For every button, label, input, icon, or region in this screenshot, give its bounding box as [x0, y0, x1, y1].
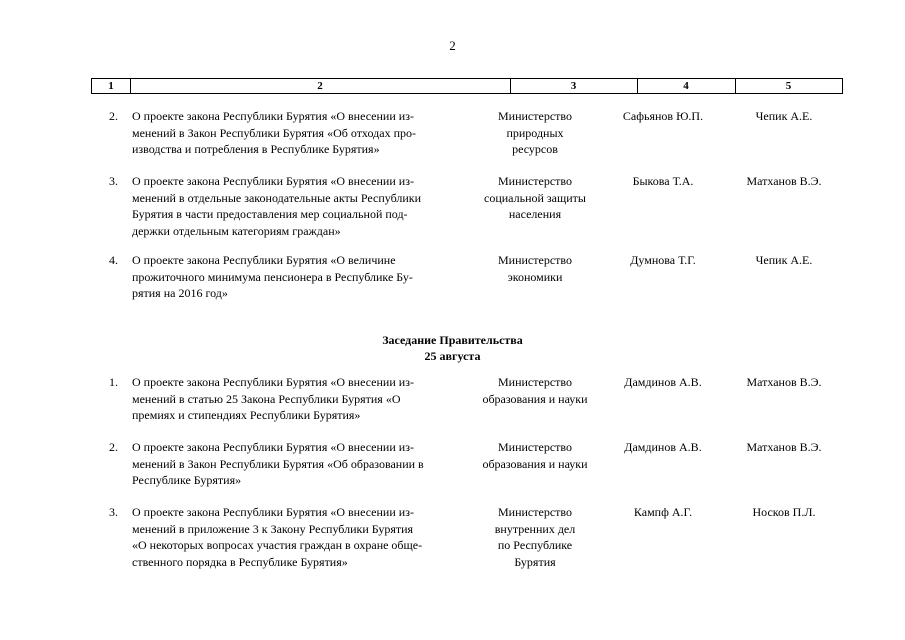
description-line: О проекте закона Республики Бурятия «О внесении из-	[132, 440, 414, 454]
department-line: ресурсов	[512, 142, 558, 156]
description-line: менений в приложение 3 к Закону Республики Бурятия	[132, 521, 414, 536]
row-department	[472, 504, 598, 570]
row-description	[132, 173, 460, 239]
description-line: Республике Бурятия»	[132, 473, 242, 487]
description-line: менений в Закон Республики Бурятия «Об образовании в	[132, 456, 424, 471]
row-description	[132, 108, 460, 158]
description-line: ственного порядка в Республике Бурятия»	[132, 554, 348, 569]
row-responsible: Дамдинов А.В.	[624, 440, 702, 454]
department-line: Министерство	[498, 440, 572, 454]
section-title: Заседание Правительства	[382, 333, 523, 347]
description-line: прожиточного минимума пенсионера в Республике Бу-	[132, 269, 413, 284]
description-line: менений в статью 25 Закона Республики Бурятия «О	[132, 391, 401, 406]
row-description	[132, 374, 460, 424]
row-description	[132, 504, 460, 570]
description-line: О проекте закона Республики Бурятия «О величине	[132, 253, 396, 267]
header-col-1: 1	[108, 80, 114, 92]
department-line: образования и науки	[482, 391, 588, 406]
section-date: 25 августа	[424, 349, 481, 363]
description-line: Бурятия в части предоставления мер социальной под-	[132, 207, 408, 221]
description-line: «О некоторых вопросах участия граждан в охране обще-	[132, 538, 423, 552]
row-description	[132, 439, 460, 489]
header-col-5: 5	[785, 80, 792, 92]
header-col-4: 4	[683, 80, 689, 92]
department-line: Министерство	[498, 174, 572, 188]
row-number: 3.	[109, 174, 118, 188]
department-line: Министерство	[498, 253, 572, 267]
row-curator: Матханов В.Э.	[746, 375, 822, 389]
description-line: премиях и стипендиях Республики Бурятия»	[132, 408, 361, 422]
row-department	[472, 108, 598, 158]
department-line: Министерство	[498, 109, 572, 123]
description-line: изводства и потребления в Республике Бурятия»	[132, 142, 380, 156]
row-responsible: Дамдинов А.В.	[624, 375, 702, 389]
row-curator: Носков П.Л.	[752, 505, 816, 519]
department-line: внутренних дел	[494, 521, 576, 536]
row-responsible: Думнова Т.Г.	[630, 253, 696, 267]
department-line: Министерство	[498, 505, 572, 519]
description-line: О проекте закона Республики Бурятия «О внесении из-	[132, 174, 414, 188]
department-line: Министерство	[498, 375, 572, 389]
department-line: образования и науки	[482, 456, 588, 471]
section-heading	[0, 332, 905, 364]
row-number: 2.	[109, 440, 118, 454]
department-line: социальной защиты	[484, 190, 586, 205]
department-line: населения	[508, 207, 562, 221]
row-curator: Матханов В.Э.	[746, 440, 822, 454]
table-header	[91, 78, 843, 94]
description-line: держки отдельным категориям граждан»	[132, 223, 341, 238]
row-number: 1.	[109, 375, 118, 389]
row-responsible: Кампф А.Г.	[633, 505, 693, 519]
row-number: 2.	[109, 109, 118, 123]
row-curator: Чепик А.Е.	[755, 109, 813, 123]
row-department	[472, 439, 598, 472]
description-line: О проекте закона Республики Бурятия «О внесении из-	[132, 505, 414, 519]
department-line: Бурятия	[514, 554, 556, 569]
row-department	[472, 252, 598, 285]
department-line: природных	[506, 125, 564, 140]
row-responsible: Сафьянов Ю.П.	[622, 109, 704, 123]
description-line: О проекте закона Республики Бурятия «О внесении из-	[132, 109, 414, 123]
row-curator: Матханов В.Э.	[746, 174, 822, 188]
row-number: 4.	[109, 253, 118, 267]
row-curator: Чепик А.Е.	[755, 253, 813, 267]
page-number: 2	[449, 38, 456, 53]
description-line: менений в отдельные законодательные акты Республики	[132, 190, 422, 205]
description-line: О проекте закона Республики Бурятия «О внесении из-	[132, 375, 414, 389]
header-col-2: 2	[317, 80, 323, 92]
department-line: экономики	[507, 269, 563, 284]
department-line: по Республике	[497, 538, 573, 552]
description-line: рятия на 2016 год»	[132, 286, 228, 300]
row-department	[472, 374, 598, 407]
row-description	[132, 252, 460, 302]
row-responsible: Быкова Т.А.	[632, 174, 694, 188]
row-number: 3.	[109, 505, 118, 519]
header-col-3: 3	[570, 80, 577, 92]
description-line: менений в Закон Республики Бурятия «Об отходах про-	[132, 125, 416, 140]
row-department	[472, 173, 598, 223]
